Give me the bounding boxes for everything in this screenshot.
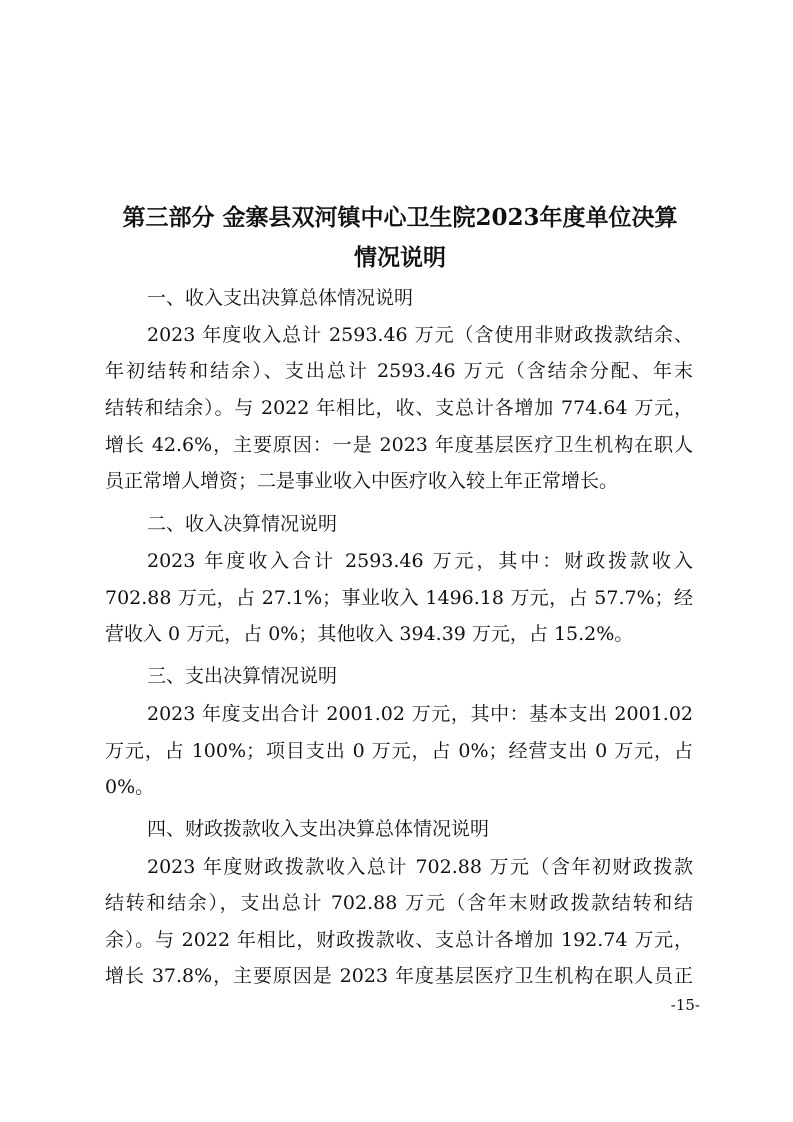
paragraph-line: 结转和结余）。与 2022 年相比，收、支总计各增加 774.64 万元， bbox=[105, 397, 693, 419]
paragraph-line: 营收入 0 万元，占 0%；其他收入 394.39 万元，占 15.2%。 bbox=[105, 623, 634, 645]
paragraph-line: 余）。与 2022 年相比，财政拨款收、支总计各增加 192.74 万元， bbox=[105, 929, 693, 951]
paragraph-line: 2023 年度财政拨款收入总计 702.88 万元（含年初财政拨款 bbox=[147, 856, 693, 878]
paragraph-line: 2023 年度支出合计 2001.02 万元，其中：基本支出 2001.02 bbox=[147, 703, 693, 725]
paragraph-line: 增长 37.8%，主要原因是 2023 年度基层医疗卫生机构在职人员正 bbox=[105, 965, 693, 987]
paragraph-line: 年初结转和结余）、支出总计 2593.46 万元（含结余分配、年末 bbox=[105, 360, 693, 382]
section-heading-income-expenditure-overview: 一、收入支出决算总体情况说明 bbox=[147, 287, 414, 309]
paragraph-line: 2023 年度收入合计 2593.46 万元，其中：财政拨款收入 bbox=[147, 550, 693, 572]
paragraph-line: 702.88 万元，占 27.1%；事业收入 1496.18 万元，占 57.7%；经 bbox=[105, 587, 693, 609]
page-number: -15- bbox=[670, 996, 700, 1014]
paragraph-line: 0%。 bbox=[105, 776, 155, 798]
paragraph-line: 员正常增人增资；二是事业收入中医疗收入较上年正常增长。 bbox=[105, 470, 619, 492]
section-heading-income: 二、收入决算情况说明 bbox=[147, 513, 338, 535]
paragraph-line: 万元，占 100%；项目支出 0 万元，占 0%；经营支出 0 万元，占 bbox=[105, 740, 693, 762]
paragraph-line: 增长 42.6%，主要原因：一是 2023 年度基层医疗卫生机构在职人 bbox=[105, 434, 693, 456]
section-heading-expenditure: 三、支出决算情况说明 bbox=[147, 665, 338, 687]
paragraph-line: 2023 年度收入总计 2593.46 万元（含使用非财政拨款结余、 bbox=[147, 324, 693, 346]
document-title-line-2: 情况说明 bbox=[354, 244, 446, 271]
section-heading-fiscal-appropriation: 四、财政拨款收入支出决算总体情况说明 bbox=[147, 818, 490, 840]
paragraph-line: 结转和结余），支出总计 702.88 万元（含年末财政拨款结转和结 bbox=[105, 892, 693, 914]
document-title-line-1: 第三部分 金寨县双河镇中心卫生院2023年度单位决算 bbox=[122, 204, 678, 231]
